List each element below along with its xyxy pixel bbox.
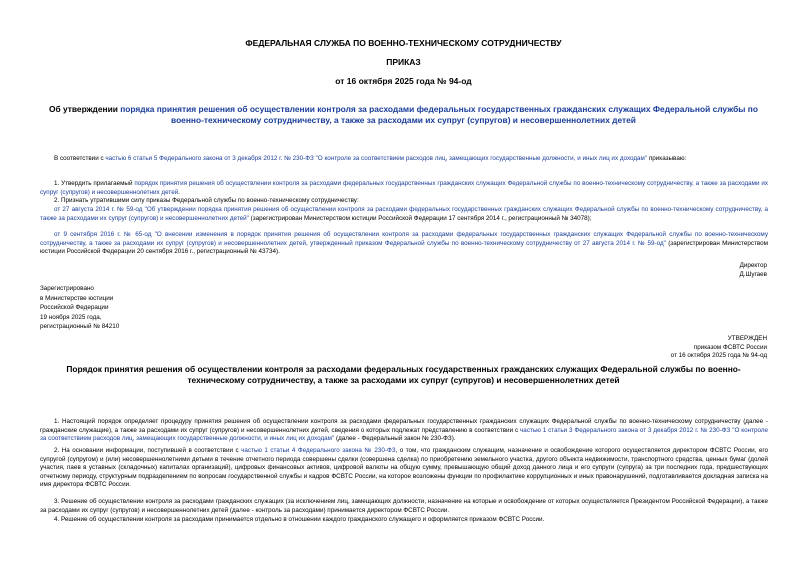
agency-name: ФЕДЕРАЛЬНАЯ СЛУЖБА ПО ВОЕННО-ТЕХНИЧЕСКОМУ СОТРУДНИЧЕСТВУ [245,38,562,48]
paragraph-2-link[interactable]: частью 1 статьи 4 Федерального закона № 230-ФЗ [241,447,396,454]
item-2b-text: (зарегистрирован Министерством юстиции Российской Федерации 20 сентября 2016 г., регистрационный № 43734). [40,239,768,255]
preamble-text-end: приказываю: [647,155,687,162]
doc-type: ПРИКАЗ [386,57,421,67]
registration-line: Зарегистрировано [40,285,94,292]
procedure-title: Порядок принятия решения об осуществлении контроля за расходами федеральных государственных гражданских служащих Федеральной службы по военно-техническому сотрудничеству, а также за расходами их супруг (супругов) и несовершеннолетних детей [66,364,741,385]
item-2b-link[interactable]: от 9 сентября 2016 г. № 65-од "О внесении изменения в порядок принятия решения об осуществлении контроля за расходами федеральных государственных гражданских служащих Федеральной службы по военно-техническому сотрудничеству, а также за расходами их супруг (супругов) и несовершеннолетних детей, утвержденный приказом Федеральной службы по военно-техническому сотрудничеству от 27 августа 2014 г. № 59-од" [40,231,768,247]
preamble-law-link[interactable]: частью 6 статьи 5 Федерального закона от 3 декабря 2012 г. № 230-ФЗ "О контроле за соответствием расходов лиц, замещающих государственные должности, и иных лиц их доходам" [105,155,648,162]
preamble [40,155,768,164]
item-2a-link[interactable]: от 27 августа 2014 г. № 59-од "Об утверждении порядка принятия решения об осуществлении контроля за расходами федеральных государственных гражданских служащих Федеральной службы по военно-техническому сотрудничеству, а также за расходами их супруг (супругов) и несовершеннолетних детей" [40,206,768,222]
paragraph-1 [40,418,768,444]
item-2b [40,231,768,257]
order-title-link[interactable]: порядка принятия решения об осуществлении контроля за расходами федеральных государственных гражданских служащих Федеральной службы по военно-техническому сотрудничеству, а также за расходами их супруг (супругов) и несовершеннолетних детей [120,104,758,125]
approved-line: УТВЕРЖДЕН [727,335,767,342]
registration-line: 19 ноября 2025 года, [40,313,102,321]
paragraph-1-text: 1. Настоящий порядок определяет процедуру принятия решения об осуществлении контроля за расходами федеральных государственных гражданских служащих Федеральной службы по военно-техническому сотрудничеству (далее - гражданские служащие), а также за расходами их супруг (супругов) и несовершеннолетних детей, сведения о которых подлежат представлению в соответствии с [40,418,768,434]
approved-line: приказом ФСВТС России [693,343,767,351]
paragraph-3: 3. Решение об осуществлении контроля за расходами гражданских служащих (за исключением лиц, замещающих должности, назначение на которые и освобождение от которых осуществляется Президентом Российской Федерации), а также за расходами их супруг (супругов) и несовершеннолетних детей (далее - контроль за расходами) принимается директором ФСВТС России. [40,498,768,514]
item-1-text: 1. Утвердить прилагаемый [54,180,135,187]
registration-block [40,285,240,332]
item-1 [40,180,768,197]
signature-name: Д.Шугаев [739,271,767,278]
registration-line: Российской Федерации [40,304,109,311]
approved-block [567,335,767,361]
paragraph-4: 4. Решение об осуществлении контроля за расходами принимается отдельно в отношении каждого гражданского служащего и оформляется приказом ФСВТС России. [54,516,545,523]
signature-position: Директор [739,262,767,269]
item-1-link[interactable]: порядок принятия решения об осуществлении контроля за расходами федеральных государственных гражданских служащих Федеральной службы по военно-техническому сотрудничеству, а также за расходами их супруг (супругов) и несовершеннолетних детей [40,180,769,196]
paragraph-1-link[interactable]: частью 1 статьи 3 Федерального закона от 3 декабря 2012 г. № 230-ФЗ "О контроле за соответствием расходов лиц, замещающих государственные должности, и иных лиц их доходам" [40,426,768,442]
doc-date-number: от 16 октября 2025 года № 94-од [335,76,472,86]
paragraph-2-text: 2. На основании информации, поступившей в соответствии с [54,447,242,454]
item-2a-text: (зарегистрирован Министерством юстиции Российской Федерации 17 сентября 2014 г., регистрационный № 34078); [248,214,592,222]
registration-line: в Министерстве юстиции [40,294,114,302]
item-2: 2. Признать утратившими силу приказы Федеральной службы по военно-техническому сотрудничеству: [54,197,359,204]
order-title [40,104,767,126]
paragraph-2-end: , о том, что гражданским служащим, назначение и освобождение которого осуществляется директором ФСВТС России, его супругой (супругом) и (или) несовершеннолетними детьми в течение отчетного периода совершены сделки (совершена сделка) по приобретению земельного участка, другого объекта недвижимости, транспортного средства, ценных бумаг (долей участия, паев в уставных (складочных) капиталах организаций), цифровых финансовых активов, цифровой валюты на общую сумму, превышающую общий доход данного лица и его супруги (супруга) за три последних года, предшествующих отчетному периоду, структурным подразделением по вопросам государственной службы и кадров ФСВТС России, на которое возложены функции по профилактике коррупционных и иных правонарушений, подготавливается докладная записка на имя директора ФСВТС России. [40,447,768,488]
approved-line: от 16 октября 2025 года № 94-од [670,352,767,359]
preamble-text: В соответствии с [54,155,106,162]
paragraph-2 [40,447,768,490]
item-2a [40,206,768,223]
registration-line: регистрационный № 84210 [40,323,120,330]
item-1-end: . [178,188,180,196]
order-title-prefix: Об утверждении [49,104,121,114]
paragraph-1-end: (далее - Федеральный закон № 230-ФЗ). [334,435,456,442]
